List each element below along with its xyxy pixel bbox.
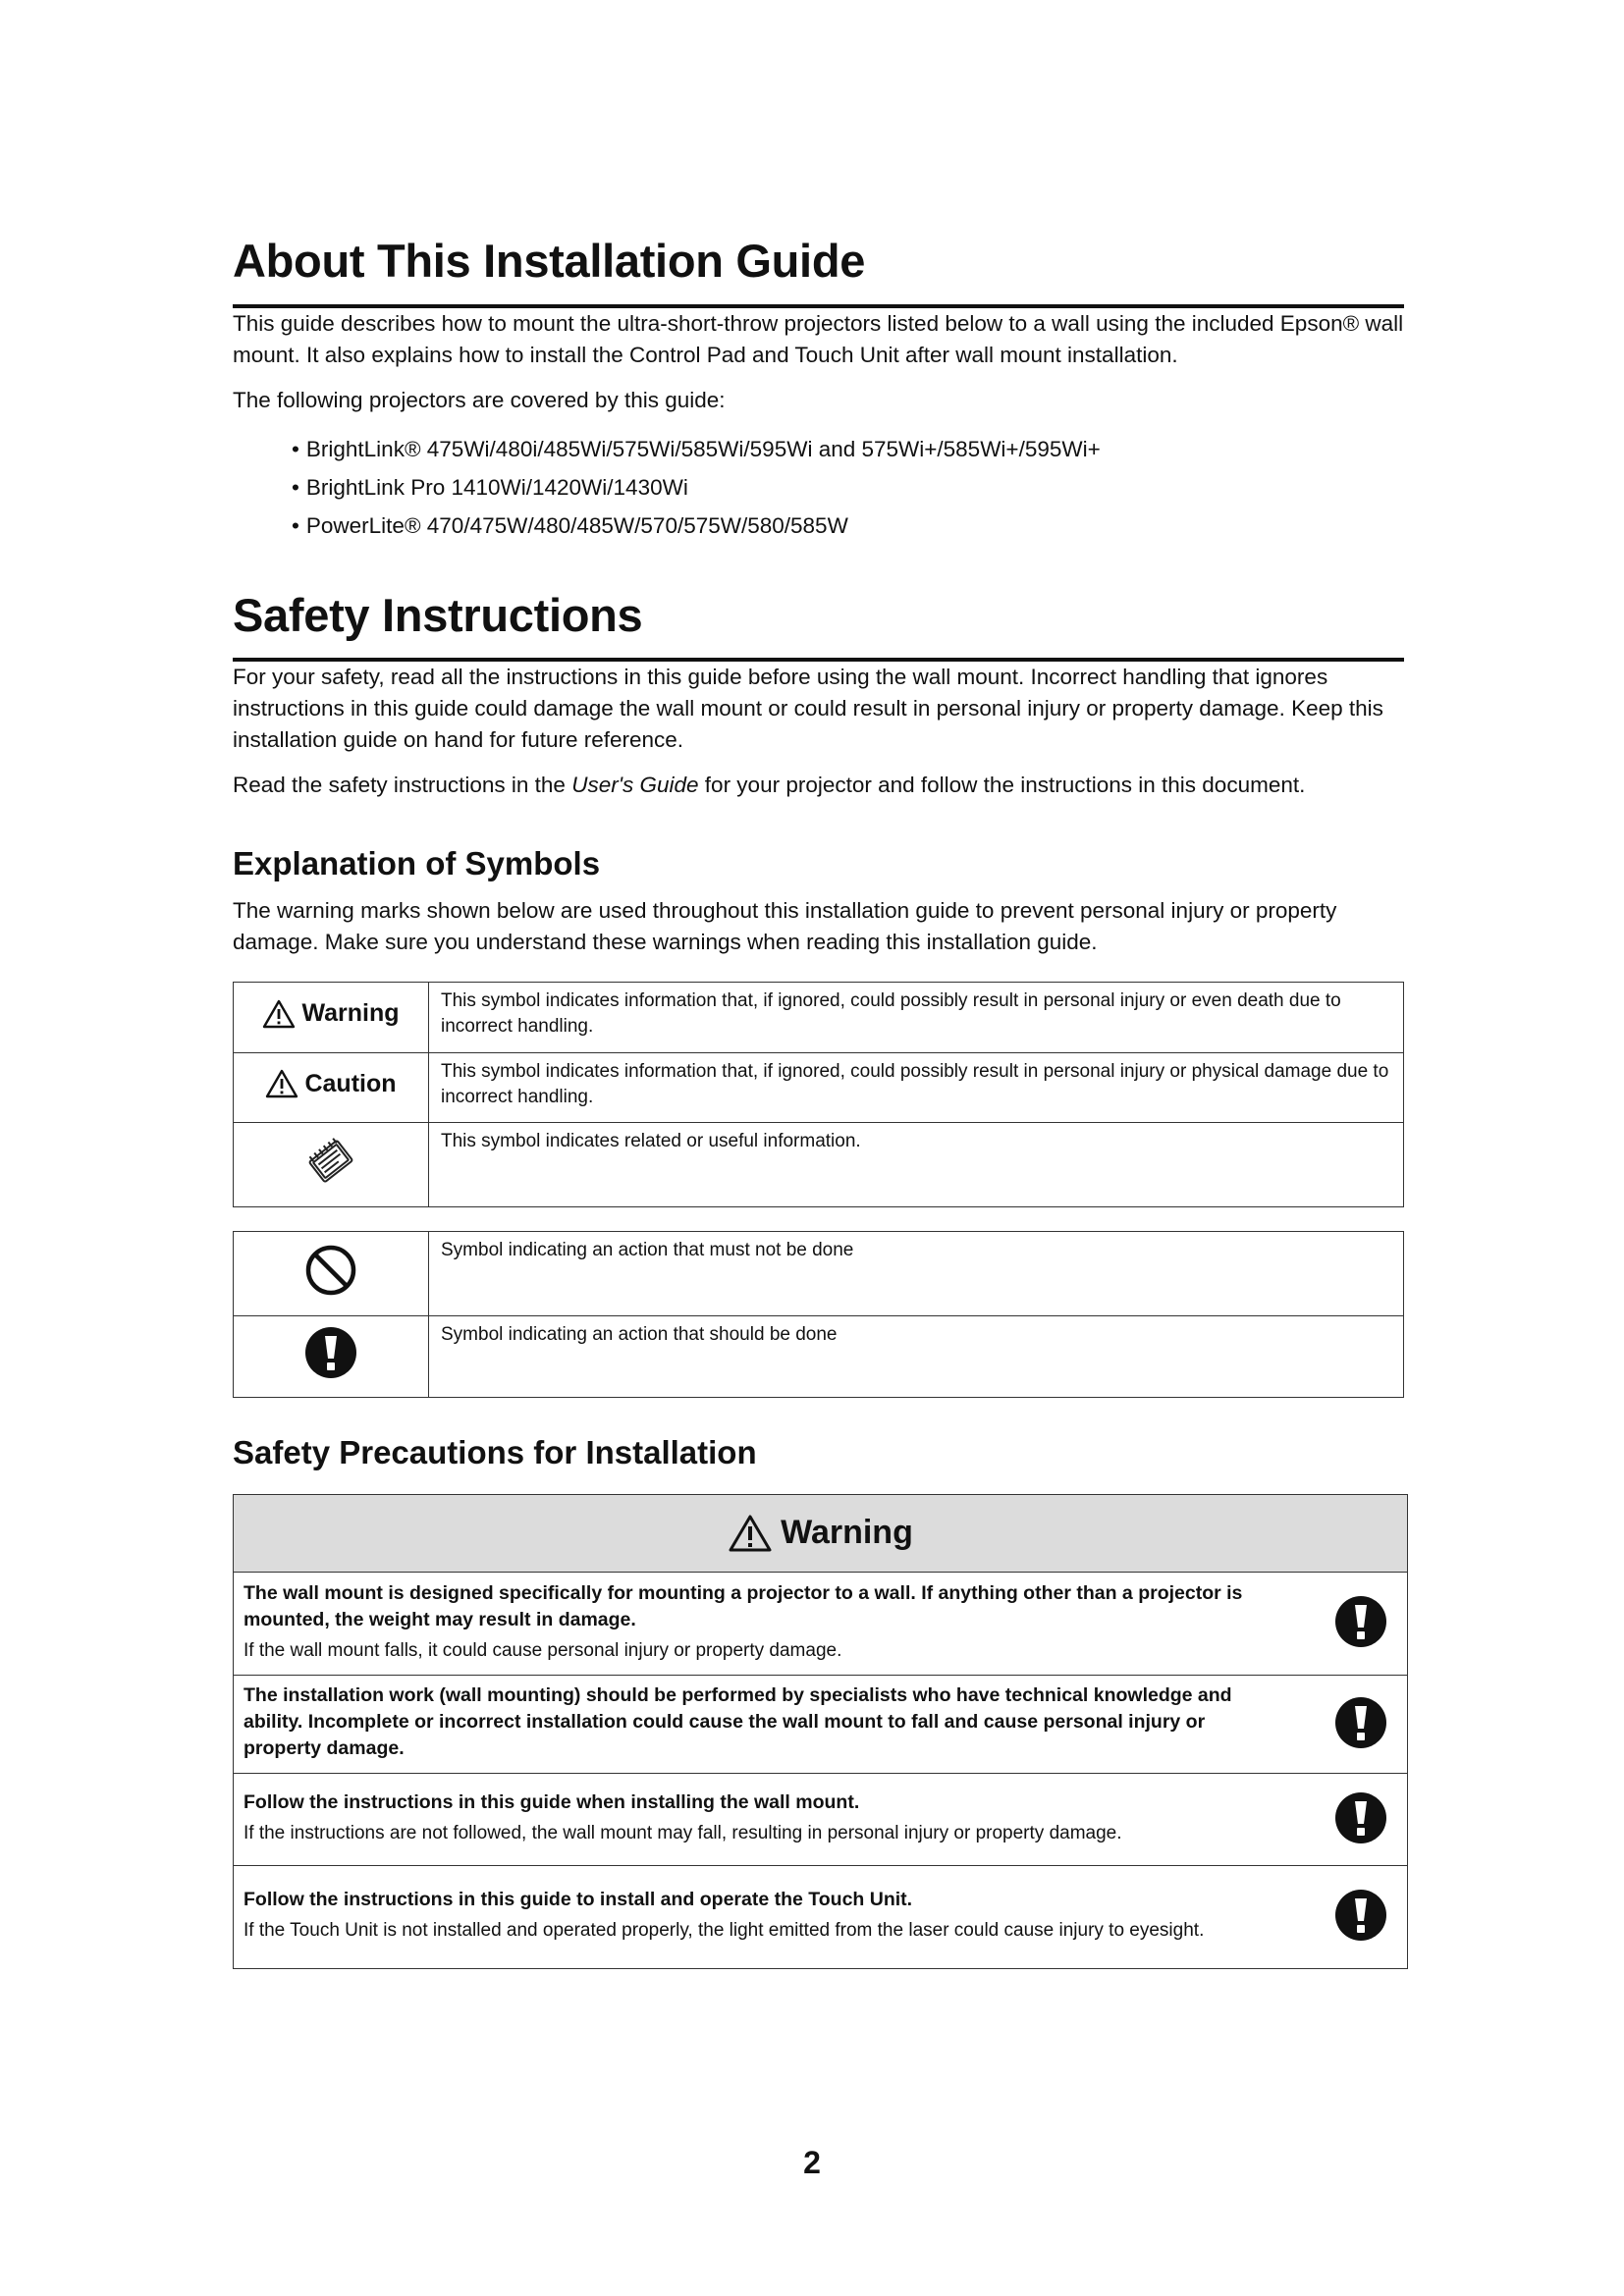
precaution-bold-text: The installation work (wall mounting) should be performed by specialists who have technical knowledge and ability. Incomplete or incorrect installation could cause the wall mount to fall and cause personal injury or property damage. — [244, 1684, 1232, 1760]
safety-paragraph-2 — [233, 770, 1404, 801]
mandatory-exclamation-icon — [1334, 1791, 1387, 1844]
caution-symbol-cell — [234, 1052, 429, 1122]
safety-p2-pre: Read the safety instructions in the — [233, 773, 572, 798]
symbols-intro: The warning marks shown below are used throughout this installation guide to prevent personal injury or property damage. Make sure you understand these warnings when reading this installation guide. — [233, 897, 1337, 954]
users-guide-reference: User's Guide — [571, 773, 699, 798]
precautions-title: Safety Precautions for Installation — [233, 1433, 757, 1470]
note-symbol-cell — [234, 1122, 429, 1206]
prohibited-icon — [304, 1244, 357, 1297]
list-item — [234, 1866, 1407, 1968]
safety-p2-post: for your projector and follow the instructions in this document. — [698, 773, 1306, 798]
safety-title: Safety Instructions — [233, 590, 1404, 663]
precaution-detail-text: If the Touch Unit is not installed and operated properly, the light emitted from the laser could cause injury to eyesight. — [244, 1920, 1205, 1942]
warning-label: Warning — [301, 999, 400, 1028]
caution-description: This symbol indicates information that, if ignored, could possibly result in personal injury or physical damage due to incorrect handling. — [429, 1052, 1404, 1122]
precaution-bold-text: Follow the instructions in this guide to install and operate the Touch Unit. — [244, 1889, 913, 1911]
symbols-title: Explanation of Symbols — [233, 845, 601, 882]
mandatory-exclamation-icon — [1334, 1889, 1387, 1942]
mandatory-exclamation-icon — [1334, 1595, 1387, 1648]
list-item: • PowerLite® 470/475W/480/485W/570/575W/580/585W — [292, 507, 1404, 545]
list-item — [234, 1676, 1407, 1774]
list-item: • BrightLink Pro 1410Wi/1420Wi/1430Wi — [292, 468, 1404, 507]
prohibited-symbol-cell — [234, 1231, 429, 1315]
page-number: 2 — [803, 2145, 821, 2180]
precaution-bold-text: Follow the instructions in this guide when installing the wall mount. — [244, 1790, 860, 1813]
about-title: About This Installation Guide — [233, 236, 1404, 308]
symbol-table — [233, 982, 1404, 1207]
safety-paragraph-1: For your safety, read all the instructions in this guide before using the wall mount. Incorrect handling that ignores instructions in this guide could damage the wall mount or could result in personal injury or property damage. Keep this installation guide on hand for future reference. — [233, 665, 1383, 753]
list-item: • BrightLink® 475Wi/480i/485Wi/575Wi/585Wi/595Wi and 575Wi+/585Wi+/595Wi+ — [292, 430, 1404, 468]
table-row — [234, 1122, 1404, 1206]
list-item — [234, 1774, 1407, 1866]
precaution-detail-text: If the instructions are not followed, the wall mount may fall, resulting in personal injury or property damage. — [244, 1822, 1122, 1843]
mandatory-symbol-cell — [234, 1315, 429, 1397]
warning-description: This symbol indicates information that, if ignored, could possibly result in personal injury or even death due to incorrect handling. — [429, 982, 1404, 1052]
table-row — [234, 1231, 1404, 1315]
warning-triangle-icon — [262, 999, 296, 1029]
table-row — [234, 1052, 1404, 1122]
warning-box — [233, 1494, 1408, 1969]
table-row — [234, 982, 1404, 1052]
mandatory-description: Symbol indicating an action that should be done — [429, 1315, 1404, 1397]
mandatory-exclamation-icon — [304, 1326, 357, 1379]
projector-model-list — [233, 430, 1404, 545]
memo-pad-icon — [301, 1135, 360, 1188]
precaution-bold-text: The wall mount is designed specifically for mounting a projector to a wall. If anything other than a projector is mounted, the weight may result in damage. — [244, 1581, 1243, 1630]
warning-box-header — [234, 1495, 1407, 1573]
about-paragraph-2: The following projectors are covered by this guide: — [233, 387, 726, 412]
warning-symbol-cell — [234, 982, 429, 1052]
table-row — [234, 1315, 1404, 1397]
about-paragraph-1: This guide describes how to mount the ultra-short-throw projectors listed below to a wall using the included Epson® wall mount. It also explains how to install the Control Pad and Touch Unit after wall mount installation. — [233, 310, 1404, 367]
prohibited-description: Symbol indicating an action that must not be done — [429, 1231, 1404, 1315]
caution-label: Caution — [304, 1069, 397, 1097]
action-symbol-table — [233, 1231, 1404, 1398]
page-content — [233, 236, 1404, 1969]
note-description: This symbol indicates related or useful information. — [429, 1122, 1404, 1206]
warning-box-title: Warning — [781, 1514, 913, 1552]
caution-triangle-icon — [265, 1069, 298, 1098]
mandatory-exclamation-icon — [1334, 1696, 1387, 1749]
precaution-detail-text: If the wall mount falls, it could cause personal injury or property damage. — [244, 1639, 842, 1661]
warning-triangle-icon — [728, 1514, 773, 1553]
list-item — [234, 1573, 1407, 1676]
